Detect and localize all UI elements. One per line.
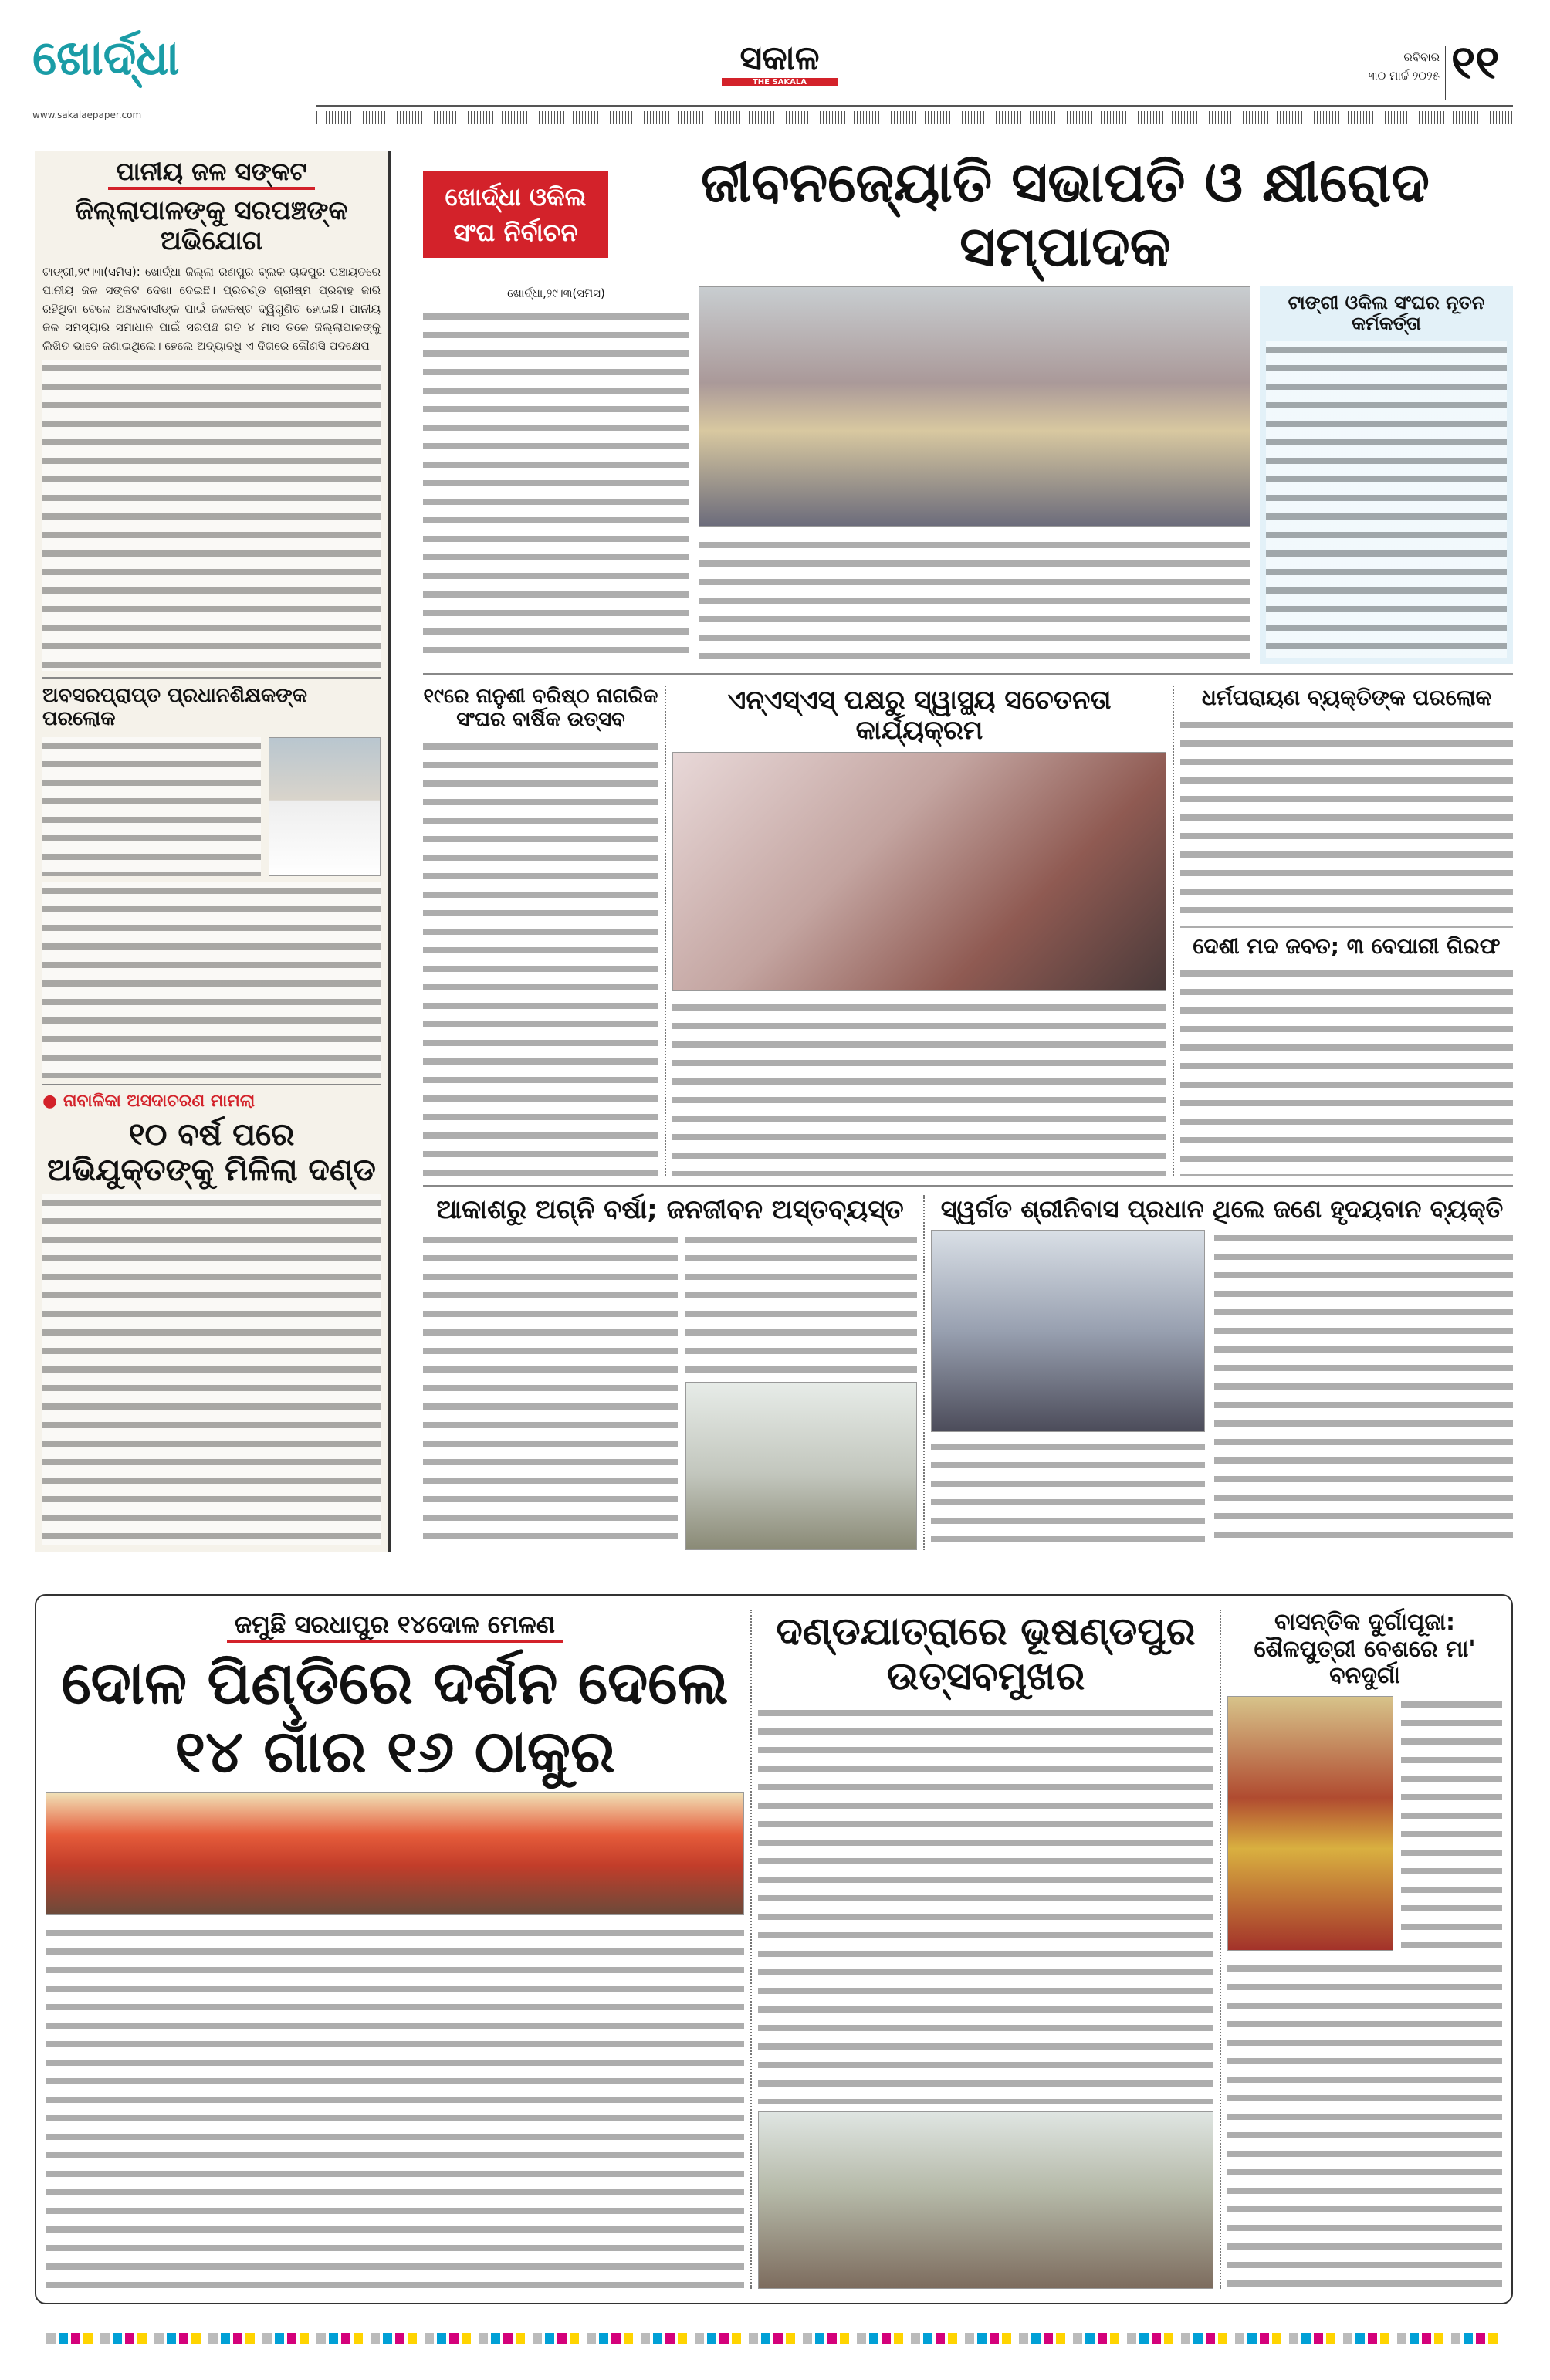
layout-block bbox=[931, 1230, 1205, 1550]
layout-block bbox=[423, 1195, 1513, 1550]
layout-block bbox=[42, 157, 381, 671]
layout-block bbox=[423, 286, 1513, 664]
body-text-block bbox=[1214, 1230, 1513, 1550]
divider bbox=[750, 1610, 752, 2289]
layout-block bbox=[46, 1610, 744, 2289]
feature-box bbox=[35, 1594, 1513, 2304]
body-text-block bbox=[423, 1231, 678, 1550]
layout-block bbox=[423, 1195, 917, 1550]
divider bbox=[42, 677, 381, 679]
feature-headline: ୧୪ ଗାଁର ୧୬ ଠାକୁର bbox=[174, 1717, 615, 1786]
layout-block bbox=[423, 673, 1513, 675]
layout-block bbox=[423, 686, 1513, 1176]
feature-headline: ବାସନ୍ତିକ ଦୁର୍ଗାପୂଜା: ଶୈଳପୁତ୍ରୀ ବେଶରେ ମା' ବନଦୁର୍ଗା bbox=[1254, 1609, 1476, 1689]
feature-headline: ଦଣ୍ଡଯାତ୍ରାରେ ଭୂଷଣ୍ଡପୁର ଉତ୍ସବମୁଖର bbox=[776, 1609, 1196, 1698]
layout-block bbox=[42, 737, 381, 876]
dandayatra-photo bbox=[758, 2111, 1213, 2289]
layout-block bbox=[423, 686, 658, 1176]
story-tag: ଖୋର୍ଦ୍ଧା ଓକିଲ ସଂଘ ନିର୍ବାଚନ bbox=[423, 171, 608, 258]
layout-block bbox=[758, 1610, 1213, 2289]
article-headline: ୧୦ ବର୍ଷ ପରେ ଅଭିଯୁକ୍ତଙ୍କୁ ମିଳିଲା ଦଣ୍ଡ bbox=[47, 1117, 376, 1189]
divider bbox=[923, 1195, 925, 1550]
body-text-block bbox=[1227, 1960, 1502, 2290]
bullet-icon: ● bbox=[42, 1092, 63, 1112]
left-panel bbox=[35, 151, 391, 1552]
divider bbox=[1220, 1610, 1221, 2289]
body-text-block bbox=[42, 882, 381, 1078]
lead-photo bbox=[699, 286, 1250, 527]
layout-block bbox=[42, 1092, 381, 1111]
layout-block bbox=[931, 1195, 1513, 1550]
dola-melana-photo bbox=[46, 1792, 744, 1915]
article-kicker: ନାବାଳିକା ଅସଦାଚରଣ ମାମଲା bbox=[63, 1092, 256, 1112]
masthead-logo bbox=[722, 39, 838, 86]
feature-kicker: ଜମୁଛି ସରଧାପୁର ୧୪ଦୋଳ ମେଳଣ bbox=[227, 1610, 563, 1643]
layout-block bbox=[685, 1231, 917, 1550]
body-text-block bbox=[423, 308, 689, 664]
dateline: ଖୋର୍ଦ୍ଧା,୨୯।୩(ସମିସ) bbox=[507, 286, 605, 300]
layout-block bbox=[42, 1092, 381, 1545]
body-text-block bbox=[1180, 965, 1513, 1176]
layout-block bbox=[423, 1231, 917, 1550]
layout-block bbox=[1227, 1610, 1502, 2289]
layout-block bbox=[42, 685, 381, 1078]
article-kicker: ପାନୀୟ ଜଳ ସଙ୍କଟ bbox=[108, 157, 314, 190]
body-text-block bbox=[42, 360, 381, 671]
article-body: ଟାଙ୍ଗୀ,୨୯।୩(ସମିସ): ଖୋର୍ଦ୍ଧା ଜିଲ୍ଲା ରଣପୁର ବ୍ଲକ ଚାନ୍ଦପୁର ପଞ୍ଚାୟତରେ ପାନୀୟ ଜଳ ସଙ୍କଟ ଦେଖା ଦେଇଛି। ପ୍ରଚଣ୍ଡ ଗ୍ରୀଷ୍ମ ପ୍ରବାହ ଜାରି ରହିଥିବା ବେଳେ ଅଞ୍ଚଳବାସୀଙ୍କ ପାଇଁ ଜଳକଷ୍ଟ ଦ୍ୱିଗୁଣିତ ହୋଇଛି। ପାନୀୟ ଜଳ ସମସ୍ୟାର ସମାଧାନ ପାଇଁ ସରପଞ୍ଚ ଗତ ୪ ମାସ ତଳେ ଜିଲ୍ଲାପାଳଙ୍କୁ ଲିଖିତ ଭାବେ ଜଣାଇଥିଲେ। ହେଲେ ଅଦ୍ୟାବଧି ଏ ଦିଗରେ କୌଣସି ପଦକ୍ଷେପ bbox=[42, 265, 381, 354]
layout-block bbox=[1180, 934, 1513, 1176]
body-text-block bbox=[42, 1194, 381, 1545]
layout-block bbox=[423, 151, 1513, 279]
layout-block bbox=[672, 686, 1166, 1176]
article-headline: ଅବସରପ୍ରାପ୍ତ ପ୍ରଧାନଶିକ୍ଷକଙ୍କ ପରଲୋକ bbox=[42, 684, 307, 730]
body-text-block bbox=[423, 738, 658, 1176]
layout-block bbox=[42, 157, 381, 190]
body-text-block bbox=[758, 1705, 1213, 2104]
article-headline: ସ୍ୱର୍ଗତ ଶ୍ରୀନିବାସ ପ୍ରଧାନ ଥିଲେ ଜଣେ ହୃଦୟବାନ ବ୍ୟକ୍ତି bbox=[940, 1194, 1504, 1224]
body-text-block bbox=[931, 1438, 1205, 1550]
article-headline: ଜିଲ୍ଲାପାଳଙ୍କୁ ସରପଞ୍ଚଙ୍କ ଅଭିଯୋଗ bbox=[75, 195, 348, 257]
side-panel bbox=[1260, 286, 1513, 664]
memorial-photo bbox=[931, 1230, 1205, 1432]
divider bbox=[42, 1084, 381, 1085]
article-headline: ଦେଶୀ ମଦ ଜବତ; ୩ ବେପାରୀ ଗିରଫ bbox=[1193, 933, 1501, 959]
layout-block bbox=[316, 105, 1513, 107]
page-number: ୧୧ bbox=[1451, 36, 1500, 90]
body-text-block bbox=[685, 1231, 917, 1376]
layout-block bbox=[1312, 48, 1440, 85]
body-text-block bbox=[699, 537, 1250, 664]
layout-block bbox=[1227, 1696, 1502, 1951]
layout-block bbox=[423, 1185, 1513, 1187]
layout-block bbox=[1445, 46, 1446, 100]
side-headline: ଟାଙ୍ଗୀ ଓକିଲ ସଂଘର ନୂତନ କର୍ମକର୍ତ୍ତା bbox=[1288, 291, 1485, 335]
body-text-block bbox=[46, 1925, 744, 2289]
article-headline: ଏନ୍‌ଏସ୍‌ଏସ୍ ପକ୍ଷରୁ ସ୍ୱାସ୍ଥ୍ୟ ସଚେତନତା କାର୍ଯ୍ୟକ୍ରମ bbox=[727, 685, 1112, 747]
feature-headline: ଦୋଳ ପିଣ୍ଡିରେ ଦର୍ଶନ ଦେଲେ bbox=[61, 1648, 729, 1717]
logo-sub: THE SAKALA bbox=[722, 78, 838, 86]
lead-story bbox=[423, 151, 1513, 664]
layout-block bbox=[1180, 686, 1513, 928]
article-headline: ଧର୍ମପରାୟଣ ବ୍ୟକ୍ତିଙ୍କ ପରଲୋକ bbox=[1201, 685, 1492, 710]
divider bbox=[1173, 686, 1174, 1176]
lead-headline: ଜୀବନଜ୍ୟୋତି ସଭାପତି ଓ କ୍ଷୀରୋଦ ସମ୍ପାଦକ bbox=[701, 150, 1430, 279]
layout-block bbox=[423, 286, 689, 664]
body-text-block bbox=[42, 737, 261, 876]
issue-day: ରବିବାର bbox=[1403, 50, 1440, 64]
durga-photo bbox=[1227, 1696, 1393, 1951]
body-text-block bbox=[1266, 341, 1507, 658]
layout-block bbox=[46, 1610, 744, 1643]
nss-photo bbox=[672, 752, 1166, 991]
layout-block bbox=[931, 1230, 1513, 1550]
section-title: ଖୋର୍ଦ୍ଧା bbox=[32, 29, 180, 86]
layout-block bbox=[316, 111, 1513, 124]
obituary-photo bbox=[269, 737, 381, 876]
issue-date: ୩୦ ମାର୍ଚ୍ଚ ୨୦୨୫ bbox=[1368, 69, 1440, 83]
registration-bar bbox=[46, 2333, 1505, 2344]
heatwave-photo bbox=[685, 1382, 917, 1550]
body-text-block bbox=[1401, 1696, 1502, 1951]
logo-text: ସକାଳ bbox=[739, 39, 820, 78]
layout-block bbox=[699, 286, 1250, 664]
article-headline: ଆକାଶରୁ ଅଗ୍ନି ବର୍ଷା; ଜନଜୀବନ ଅସ୍ତବ୍ୟସ୍ତ bbox=[436, 1194, 904, 1225]
body-text-block bbox=[1180, 716, 1513, 927]
article-headline: ୧୯ରେ ନାନୁଶୀ ବରିଷ୍ଠ ନାଗରିକ ସଂଘର ବାର୍ଷିକ ଉତ୍ସବ bbox=[423, 685, 658, 731]
layout-block bbox=[1180, 686, 1513, 1176]
site-url: www.sakalaepaper.com bbox=[32, 110, 142, 120]
divider bbox=[665, 686, 666, 1176]
body-text-block bbox=[672, 999, 1166, 1176]
